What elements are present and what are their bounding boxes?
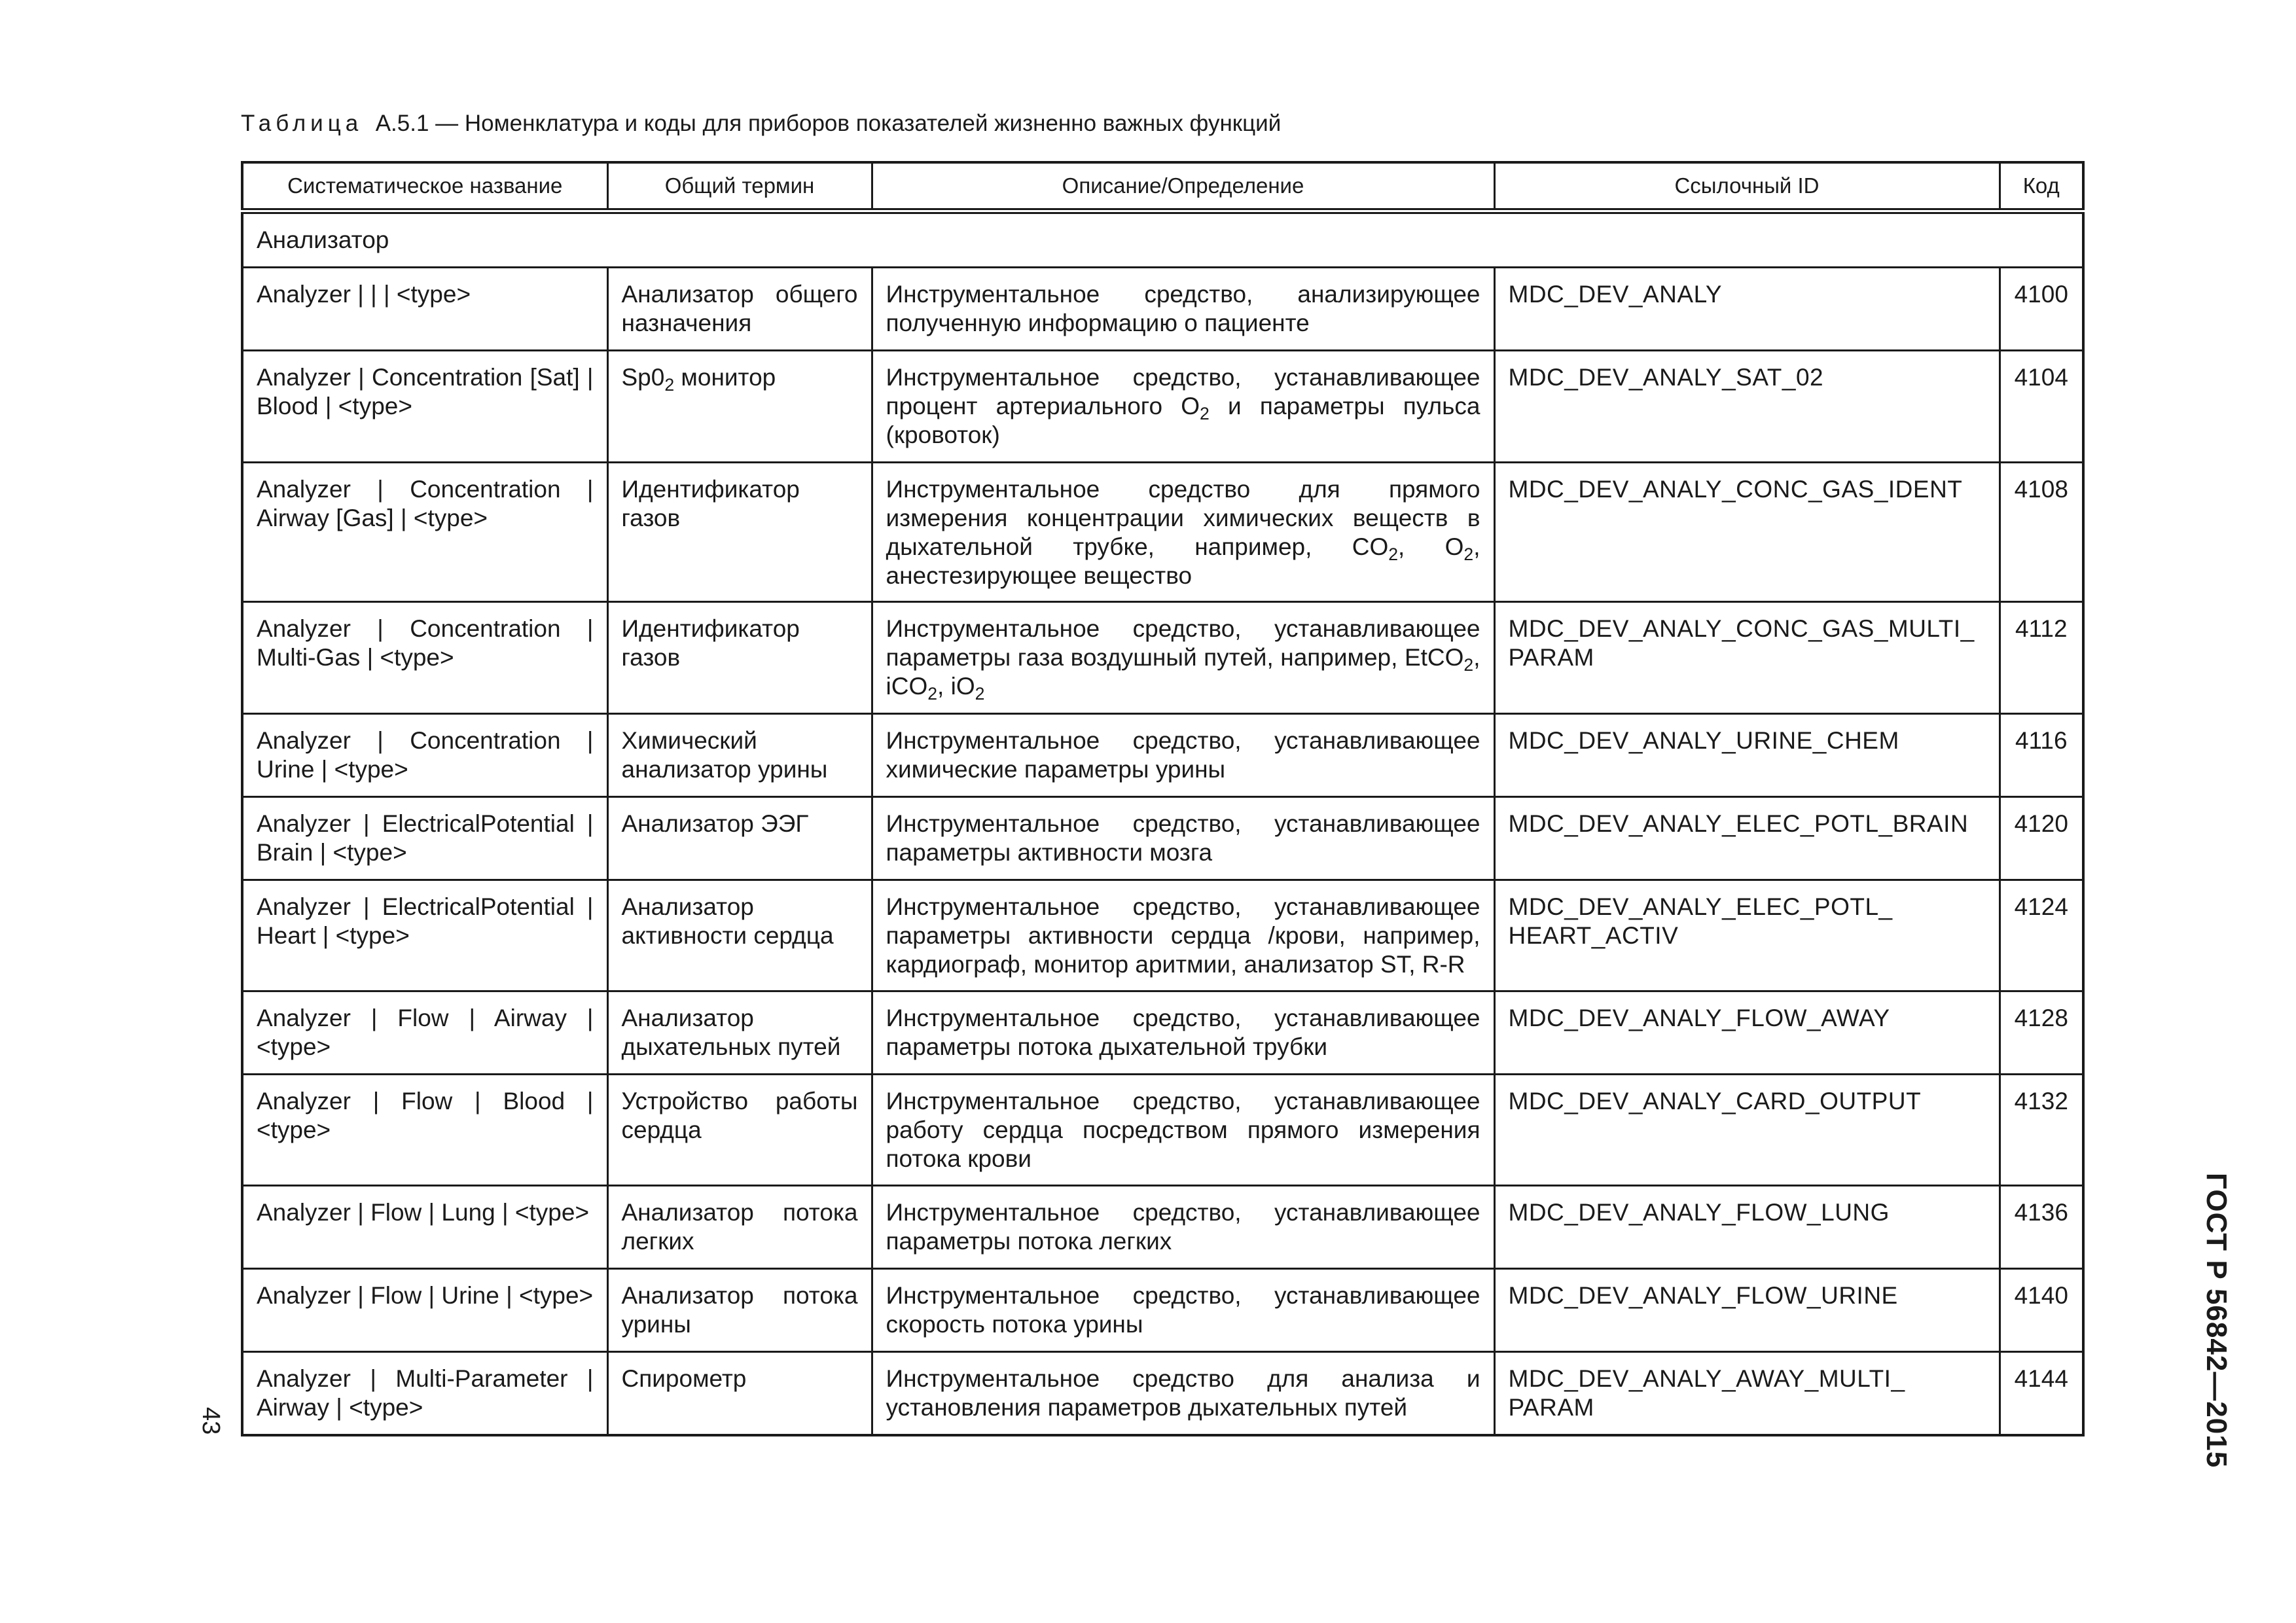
description-cell <box>872 602 1494 714</box>
common-term-cell <box>607 351 872 463</box>
term-text: Sp0 <box>621 364 665 391</box>
description-cell: Инструментальное средство, устанавливающее работу сердца посредством прямого измерения потока крови <box>872 1075 1494 1186</box>
table-row <box>242 602 2083 714</box>
table-row <box>242 463 2083 602</box>
description-cell: Инструментальное средство для анализа и установления параметров дыхательных путей <box>872 1352 1494 1435</box>
desc-text: , iCO <box>886 644 1480 700</box>
header-row <box>242 162 2083 211</box>
code-cell: 4116 <box>2000 714 2083 797</box>
description-cell <box>872 463 1494 602</box>
common-term-cell: Анализатор потока легких <box>607 1186 872 1269</box>
common-term-cell: Анализатор ЭЭГ <box>607 797 872 880</box>
code-cell: 4140 <box>2000 1269 2083 1352</box>
common-term-cell: Спирометр <box>607 1352 872 1435</box>
reference-id-cell <box>1494 602 2000 714</box>
systematic-name-cell: Analyzer | Multi-Parameter | Airway | <type> <box>242 1352 607 1435</box>
reference-id-cell: MDC_DEV_ANALY_FLOW_AWAY <box>1494 991 2000 1075</box>
reference-id-cell <box>1494 880 2000 991</box>
caption-label: Таблица <box>241 111 363 136</box>
code-cell: 4124 <box>2000 880 2083 991</box>
nomenclature-table <box>241 161 2085 1436</box>
desc-text: Инструментальное средство, устанавливающее процент артериального O <box>886 364 1480 419</box>
code-cell: 4144 <box>2000 1352 2083 1435</box>
term-text: монитор <box>674 364 776 391</box>
description-cell: Инструментальное средство, устанавливающее химические параметры урины <box>872 714 1494 797</box>
systematic-name-cell: Analyzer | Flow | Lung | <type> <box>242 1186 607 1269</box>
reference-id-cell: MDC_DEV_ANALY_CONC_GAS_IDENT <box>1494 463 2000 602</box>
code-cell: 4100 <box>2000 268 2083 351</box>
reference-id-cell: MDC_DEV_ANALY_SAT_02 <box>1494 351 2000 463</box>
table-row <box>242 1186 2083 1269</box>
desc-subscript: 2 <box>1463 544 1474 564</box>
header-systematic-name: Систематическое название <box>242 162 607 211</box>
table-row <box>242 351 2083 463</box>
caption-text: А.5.1 — Номенклатура и коды для приборов показателей жизненно важных функций <box>375 111 1282 136</box>
systematic-name-cell: Analyzer | ElectricalPotential | Heart | <type> <box>242 880 607 991</box>
systematic-name-cell: Analyzer | Concentration | Multi-Gas | <type> <box>242 602 607 714</box>
systematic-name-cell: Analyzer | Concentration | Urine | <type> <box>242 714 607 797</box>
systematic-name-cell: Analyzer | Concentration [Sat] | Blood | <type> <box>242 351 607 463</box>
reference-id-cell: MDC_DEV_ANALY_FLOW_URINE <box>1494 1269 2000 1352</box>
code-cell: 4136 <box>2000 1186 2083 1269</box>
code-cell: 4132 <box>2000 1075 2083 1186</box>
desc-text: Инструментальное средство для прямого измерения концентрации химических веществ в дыхательной трубке, например, CO <box>886 476 1480 560</box>
common-term-cell: Анализатор потока урины <box>607 1269 872 1352</box>
desc-text: , анестезирующее вещество <box>886 533 1480 589</box>
code-cell: 4112 <box>2000 602 2083 714</box>
reference-id-cell: MDC_DEV_ANALY_CARD_OUTPUT <box>1494 1075 2000 1186</box>
table-row <box>242 1352 2083 1435</box>
common-term-cell: Анализатор общего назначения <box>607 268 872 351</box>
common-term-cell: Анализатор активности сердца <box>607 880 872 991</box>
term-subscript: 2 <box>664 374 675 395</box>
systematic-name-cell: Analyzer | | | <type> <box>242 268 607 351</box>
reference-id-cell <box>1494 1352 2000 1435</box>
section-title: Анализатор <box>242 211 2083 268</box>
reference-id-cell: MDC_DEV_ANALY_ELEC_POTL_BRAIN <box>1494 797 2000 880</box>
description-cell: Инструментальное средство, устанавливающее параметры потока дыхательной трубки <box>872 991 1494 1075</box>
common-term-cell: Устройство работы сердца <box>607 1075 872 1186</box>
description-cell: Инструментальное средство, устанавливающее параметры потока легких <box>872 1186 1494 1269</box>
refid-line: HEART_ACTIV <box>1508 922 1679 949</box>
common-term-cell: Химический анализатор урины <box>607 714 872 797</box>
desc-subscript: 2 <box>975 683 985 704</box>
systematic-name-cell: Analyzer | Concentration | Airway [Gas] | <type> <box>242 463 607 602</box>
code-cell: 4120 <box>2000 797 2083 880</box>
desc-text: , iO <box>937 673 975 700</box>
desc-text: Инструментальное средство, устанавливающее параметры газа воздушный путей, например, EtCO <box>886 615 1480 671</box>
description-cell <box>872 351 1494 463</box>
desc-subscript: 2 <box>1463 654 1474 675</box>
common-term-cell: Анализатор дыхательных путей <box>607 991 872 1075</box>
table-caption <box>241 110 1281 137</box>
table-row <box>242 714 2083 797</box>
systematic-name-cell: Analyzer | Flow | Urine | <type> <box>242 1269 607 1352</box>
desc-subscript: 2 <box>1388 544 1399 564</box>
header-reference-id: Ссылочный ID <box>1494 162 2000 211</box>
table-row <box>242 268 2083 351</box>
page-number: 43 <box>197 1407 224 1435</box>
description-cell: Инструментальное средство, анализирующее полученную информацию о пациенте <box>872 268 1494 351</box>
desc-text: и параметры пульса (кровоток) <box>886 393 1480 448</box>
description-cell: Инструментальное средство, устанавливающее параметры активности сердца /крови, например, кардиограф, монитор аритмии, анализатор ST, R-R <box>872 880 1494 991</box>
section-row <box>242 211 2083 268</box>
refid-line: MDC_DEV_ANALY_AWAY_MULTI_ <box>1508 1365 1905 1392</box>
table-row <box>242 991 2083 1075</box>
code-cell: 4108 <box>2000 463 2083 602</box>
systematic-name-cell: Analyzer | Flow | Blood | <type> <box>242 1075 607 1186</box>
common-term-cell: Идентификатор газов <box>607 463 872 602</box>
desc-text: , O <box>1398 533 1464 560</box>
table-row <box>242 797 2083 880</box>
refid-line: MDC_DEV_ANALY_ELEC_POTL_ <box>1508 893 1893 920</box>
description-cell: Инструментальное средство, устанавливающее параметры активности мозга <box>872 797 1494 880</box>
header-common-term: Общий термин <box>607 162 872 211</box>
table-row <box>242 1075 2083 1186</box>
table-row <box>242 1269 2083 1352</box>
common-term-cell: Идентификатор газов <box>607 602 872 714</box>
reference-id-cell: MDC_DEV_ANALY <box>1494 268 2000 351</box>
reference-id-cell: MDC_DEV_ANALY_URINE_CHEM <box>1494 714 2000 797</box>
reference-id-cell: MDC_DEV_ANALY_FLOW_LUNG <box>1494 1186 2000 1269</box>
table-row <box>242 880 2083 991</box>
systematic-name-cell: Analyzer | ElectricalPotential | Brain | <type> <box>242 797 607 880</box>
systematic-name-cell: Analyzer | Flow | Airway | <type> <box>242 991 607 1075</box>
desc-subscript: 2 <box>1200 403 1210 423</box>
refid-line: PARAM <box>1508 644 1594 671</box>
refid-line: MDC_DEV_ANALY_CONC_GAS_MULTI_ <box>1508 615 1975 642</box>
header-code: Код <box>2000 162 2083 211</box>
desc-subscript: 2 <box>927 683 938 704</box>
description-cell: Инструментальное средство, устанавливающее скорость потока урины <box>872 1269 1494 1352</box>
header-description: Описание/Определение <box>872 162 1494 211</box>
code-cell: 4104 <box>2000 351 2083 463</box>
document-standard-title: ГОСТ Р 56842—2015 <box>2200 1173 2233 1469</box>
refid-line: PARAM <box>1508 1394 1594 1421</box>
code-cell: 4128 <box>2000 991 2083 1075</box>
